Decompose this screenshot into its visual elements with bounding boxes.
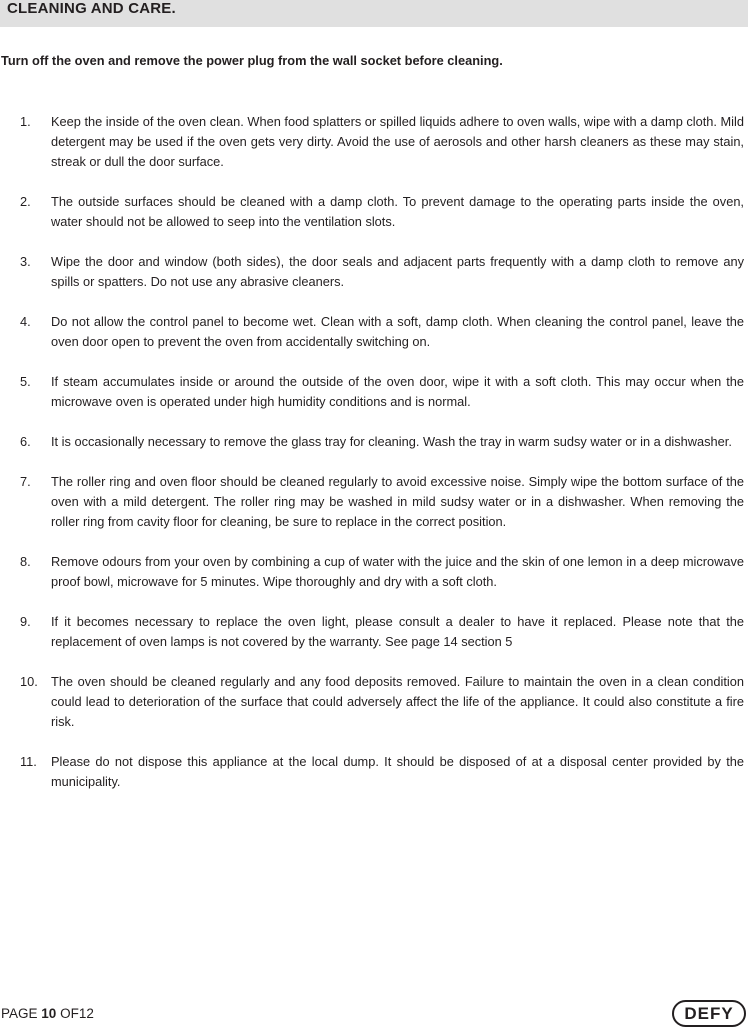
item-number: 1. <box>20 114 31 129</box>
page-number <box>1 1006 94 1022</box>
page-total: OF12 <box>60 1006 94 1021</box>
item-number: 3. <box>20 254 31 269</box>
item-number: 8. <box>20 554 31 569</box>
safety-warning: Turn off the oven and remove the power plug from the wall socket before cleaning. <box>1 53 503 68</box>
list-item <box>0 372 748 412</box>
item-text: It is occasionally necessary to remove the glass tray for cleaning. Wash the tray in warm sudsy water or in a dishwasher. <box>51 434 732 449</box>
item-number: 10. <box>20 674 38 689</box>
item-text: Do not allow the control panel to become wet. Clean with a soft, damp cloth. When cleaning the control panel, leave the oven door open to prevent the oven from accidentally switching on. <box>51 314 744 349</box>
item-number: 7. <box>20 474 31 489</box>
list-item <box>0 752 748 792</box>
item-text: Remove odours from your oven by combining a cup of water with the juice and the skin of one lemon in a deep microwave proof bowl, microwave for 5 minutes. Wipe thoroughly and dry with a soft cloth. <box>51 554 744 589</box>
item-text: The roller ring and oven floor should be cleaned regularly to avoid excessive noise. Simply wipe the bottom surface of the oven with a mild detergent. The roller ring may be washed in mild sudsy water or in a dishwasher. When removing the roller ring from cavity floor for cleaning, be sure to replace in the correct position. <box>51 474 744 529</box>
item-text: Keep the inside of the oven clean. When food splatters or spilled liquids adhere to oven walls, wipe with a damp cloth. Mild detergent may be used if the oven gets very dirty. Avoid the use of aerosols and other harsh cleaners as these may stain, streak or dull the door surface. <box>51 114 744 169</box>
list-item <box>0 312 748 352</box>
list-item <box>0 552 748 592</box>
section-header-bar <box>0 0 748 27</box>
item-number: 11. <box>20 754 37 769</box>
item-number: 9. <box>20 614 31 629</box>
list-item <box>0 472 748 532</box>
list-item <box>0 252 748 292</box>
item-number: 6. <box>20 434 31 449</box>
list-item <box>0 432 748 452</box>
item-text: If steam accumulates inside or around the outside of the oven door, wipe it with a soft cloth. This may occur when the microwave oven is operated under high humidity conditions and is normal. <box>51 374 744 409</box>
list-item <box>0 192 748 232</box>
item-text: The outside surfaces should be cleaned with a damp cloth. To prevent damage to the operating parts inside the oven, water should not be allowed to seep into the ventilation slots. <box>51 194 744 229</box>
item-number: 4. <box>20 314 31 329</box>
item-text: Please do not dispose this appliance at the local dump. It should be disposed of at a disposal center provided by the municipality. <box>51 754 744 789</box>
brand-logo <box>672 1000 746 1027</box>
list-item <box>0 112 748 172</box>
page-prefix: PAGE <box>1 1006 38 1021</box>
item-text: Wipe the door and window (both sides), the door seals and adjacent parts frequently with a damp cloth to remove any spills or spatters. Do not use any abrasive cleaners. <box>51 254 744 289</box>
item-text: The oven should be cleaned regularly and any food deposits removed. Failure to maintain the oven in a clean condition could lead to deterioration of the surface that could adversely affect the life of the appliance. It could also constitute a fire risk. <box>51 674 744 729</box>
section-title: CLEANING AND CARE. <box>7 0 176 17</box>
care-instructions-list <box>0 112 748 812</box>
item-number: 5. <box>20 374 31 389</box>
brand-logo-text: DEFY <box>684 1004 734 1023</box>
item-number: 2. <box>20 194 31 209</box>
list-item <box>0 612 748 652</box>
page-current: 10 <box>41 1006 57 1021</box>
item-text: If it becomes necessary to replace the oven light, please consult a dealer to have it replaced. Please note that the replacement of oven lamps is not covered by the warranty. See page 14 section 5 <box>51 614 744 649</box>
list-item <box>0 672 748 732</box>
